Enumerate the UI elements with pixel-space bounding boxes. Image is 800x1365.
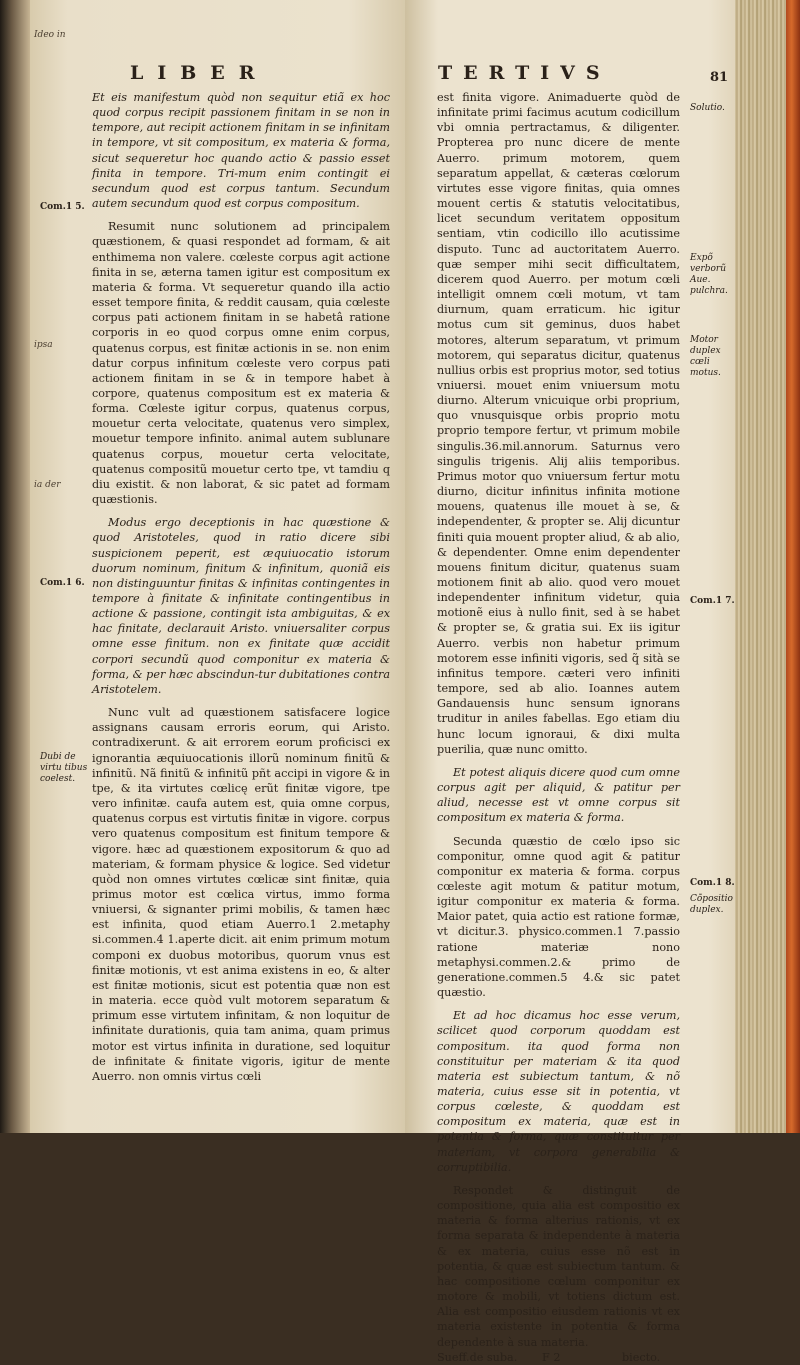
text-paragraph: Et potest aliquis dicere quod cum omne corpus agit per aliquid, & patitur per aliud, necesse est vt omne corpus sit compositum ex materia & forma. [437,765,680,825]
text-paragraph: Et eis manifestum quòd non sequitur etiã ex hoc quod corpus recipit passionem finitam in se non in tempore, aut recipit actionem finitam in se infinitam in tempore, vt sit compositum, ex materia & forma, sicut sequeretur hoc quando actio & passio esset finita in tempore. Tri-mum enim contingit ei secundum quod est corpus tantum. Secundum autem secundum quod est corpus compositum. [92,91,390,211]
running-head-right: TERTIVS [438,62,611,84]
margin-note: Dubi de virtu tibus coelest. [40,752,88,784]
text-paragraph: Nunc vult ad quæstionem satisfacere logice assignans causam erroris eorum, qui Aristo. contradixerunt. & ait errorem eorum proficisci ex ignorantia æquiuocationis illorũ nominum finitũ & infinitũ. Nã finitũ & infinitũ pñt accipi in vigore & in tpe, & ita virtutes cœlicę erũt finitæ vigore, tpe vero infinitæ. caufa autem est, quia omne corpus, quatenus corpus est virtutis finitæ in vigore. corpus vero quatenus compositum est finitum tempore & vigore. hæc ad quæstionem expositorum & quo ad materiam, & formam physice & logice. Sed videtur quòd non omnes virtutes cœlicæ sint finitæ, quia primus motor est cœlica virtus, immo forma vniuersi, & signanter primi mobilis, & tamen hæc est infinita, quod etiam Auerro.1 2.metaphy si.commen.4 1.aperte dicit. ait enim primum motum componi ex duobus motoribus, quorum vnus est finitæ motionis, vt est anima existens in eo, & alter est finitæ motionis, sicut est potentia quæ non est in materia. ecce quòd vult motorem separatum & primum esse virtutem infinitam, & non loquitur de infinitate durationis, quia tam anima, quam primus motor est virtus infinita in duratione, sed loquitur de infinitate & finitate vigoris, igitur de mente Auerro. non omnis virtus cœli [92,706,390,1083]
text-paragraph: Et ad hoc dicamus hoc esse verum, scilicet quod corporum quoddam est compositum. ita quod forma non constituitur per materiam & ita quod materia est subiectum tantum, & nõ materia, cuius esse sit in potentia, vt corpus cœleste, & quoddam est compositum ex materia, quæ est in potentia & forma, quæ constituitur per materiam, vt corpora generabilia & corruptibilia. [437,1009,680,1174]
text-paragraph: Modus ergo deceptionis in hac quæstione & quod Aristoteles, quod in ratio dicere sibi suspicionem peperit, est æquiuocatio istorum duorum nominum, finitum & infinitum, quoniã eis non distinguuntur finitas & infinitas contingentes in tempore à finitate & infinitate contingentibus in actione & passione, contingit ista ambiguitas, & ex hac finitate, declarauit Aristo. vniuersaliter corpus omne esse finitum. non ex finitate quæ accidit corpori secundũ quod componitur ex materia & forma, & per hæc abscindun-tur dubitationes contra Aristotelem. [92,516,390,696]
right-column [437,90,680,1365]
page-edges [735,0,800,1133]
margin-reference: Com.1 6. [40,578,85,588]
catchword: biecto. [622,1350,661,1364]
margin-note: Expõ verborũ Aue. pulchra. [690,253,728,296]
page-number: 81 [710,70,729,85]
text-paragraph: est finita vigore. Animaduerte quòd de infinitate primi facimus acutum codicillum vbi omnia pertractamus, & diligenter. Propterea pro nunc dicere de mente Auerro. primum motorem, quem separatum appellat, & cæteras cœlorum virtutes esse vigore finitas, quia omnes mouent certis & statutis velocitatibus, licet secundum veritatem oppositum sentiam, vtin codicillo illo acutissime disputo. Tunc ad auctoritatem Auerro. quæ semper mihi secit difficultatem, dicerem quod Auerro. per motum cœli intelligit omnem cœli motum, vt tam diurnum, quam erraticum. hic igitur motus cum sit geminus, duos habet motores, alterum separatum, vt primum motorem, qui separatus dicitur, quatenus nullius orbis est proprius motor, sed totius vniuersi. mouet enim vniuersum motu diurno. Alterum vnicuique orbi proprium, quo vnusquisque orbis proprio motu proprio tempore fertur, vt primum mobile singulis.36.mil.annorum. Saturnus vero singulis trigenis. Alij aliis temporibus. Primus motor quo vniuersum fertur motu diurno, dicitur infinitus infinita motione mouens, quatenus ille mouet à se, & independenter, & propter se. Alij dicuntur finiti quia mouent propter aliud, & ab alio, & dependenter. Omne enim dependenter mouens finitum dicitur, quatenus suam motionem finit ab alio. quod vero mouet independenter infinitum videtur, quia motionẽ eius à nullo finit, sed à se habet & propter se, & gratia sui. Ex iis igitur Auerro. verbis non habetur primum motorem esse infiniti vigoris, sed q̃ sità se infinitus tempore. cæteri vero infiniti tempore, sed ab alio. Ioannes autem Gandauensis hunc sensum ignorans truditur in aniles fabellas. Ego etiam diu hunc locum ignoraui, & dixi multa puerilia, quæ nunc omitto. [437,91,680,756]
text-paragraph: Secunda quæstio de cœlo ipso sic componitur, omne quod agit & patitur componitur ex materia & forma. corpus cœleste agit motum & patitur motum, igitur componitur ex materia & forma. Maior patet, quia actio est ratione formæ, vt dicitur.3. physico.commen.1 7.passio ratione materiæ nono metaphysi.commen.2.& primo de generatione.commen.5 4.& sic patet quæstio. [437,834,680,1000]
margin-note: Cõpositio duplex. [690,894,733,915]
text-paragraph: Respondet & distinguit de compositione, quia alia est compositio ex materia & forma alterius rationis, vt ex forma separata & independente à materia & ex materia, cuius esse nõ est in potentia, & quæ est subiectum tantum. & hac compositione cœlum componitur ex motore & mobili, vt totiens dictum est. Alia est compositio eiusdem rationis vt ex materia existente in potentia & forma dependente à sua materia. [437,1183,680,1349]
catchword-left: Sueff.de suba. [437,1350,518,1364]
margin-note: Solutio. [690,103,725,113]
margin-stub-1: Ideo in [34,30,66,40]
margin-stub-3: ia der [34,480,61,490]
margin-note: Motor duplex cœli motus. [690,335,721,378]
left-column [92,90,390,1084]
margin-reference: Com.1 7. [690,596,735,606]
margin-reference: Com.1 5. [40,202,85,212]
running-head-left: LIBER [130,62,269,84]
binding-shadow [0,0,30,1133]
signature-mark: F 2 [542,1350,561,1364]
signature-line [437,1350,680,1365]
text-paragraph: Resumit nunc solutionem ad principalem quæstionem, & quasi respondet ad formam, & ait enthimema non valere. cœleste corpus agit actione finita in se, æterna tamen igitur est compositum ex materia & forma. Vt sequeretur quando illa actio esset tempore finita, & reddit causam, quia cœleste corpus pati actionem finitam in se habetâ ratione corporis in eo quod corpus omne enim corpus, quatenus corpus, est finitæ actionis in se. non enim datur corpus infinitum cœleste vero corpus pati actionem finitam in se & in tempore habet à corpore, quatenus compositum est ex materia & forma. Cœleste igitur corpus, quatenus corpus, mouetur certa velocitate, quatenus vero simplex, mouetur tempore infinito. animal autem sublunare quatenus corpus, mouetur certa velocitate, quatenus compositũ mouetur certo tpe, vt tamdiu q diu existit. & non laborat, & sic patet ad formam quæstionis. [92,220,390,507]
margin-reference: Com.1 8. [690,878,735,888]
margin-stub-2: ipsa [34,340,53,350]
